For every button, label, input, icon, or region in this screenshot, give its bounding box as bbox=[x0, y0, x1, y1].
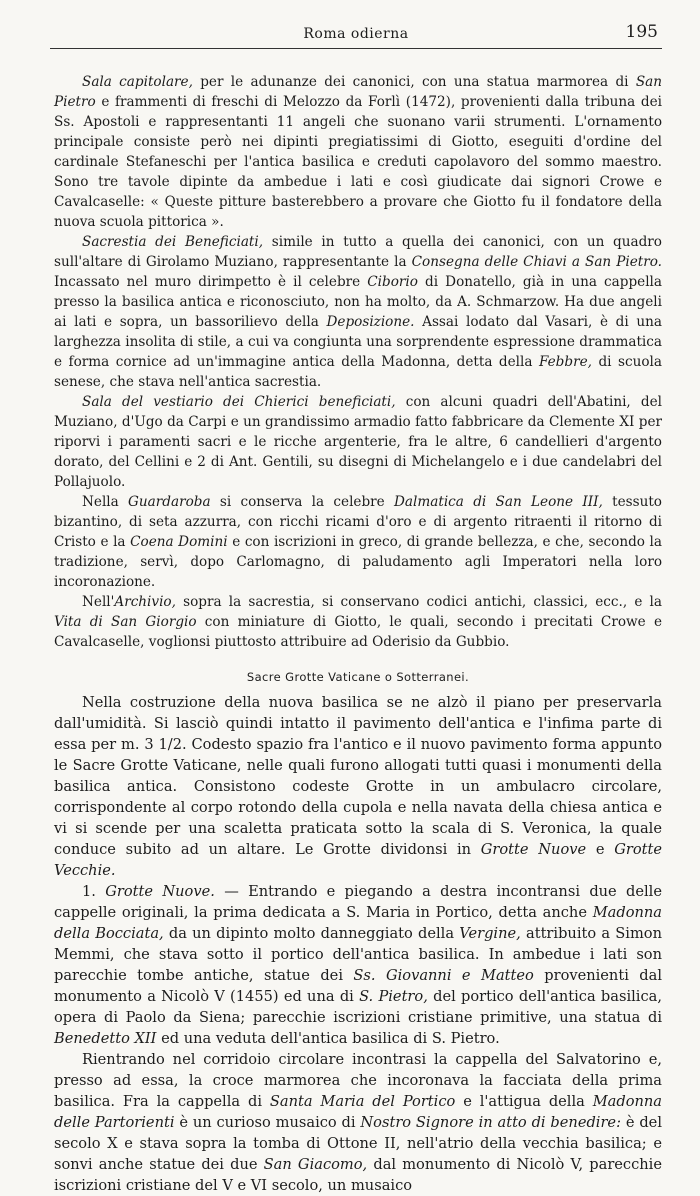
paragraph-grotte-intro: Nella costruzione della nuova basilica se ne alzò il piano per preservarla dall'umidità. Si lasciò quindi intatto il pavimento dell'antica e l'infima parte di essa per m. 3 1/2. Codesto spazio fra l'antico e il nuovo pavimento forma appunto le Sacre Grotte Vaticane, nelle quali furono allogati tutti quasi i monumenti della basilica antica. Consistono codeste Grotte in un ambulacro circolare, corrispondente al corpo rotondo della cupola e nella navata della chiesa antica e vi si scende per una scaletta praticata sotto la scala di S. Veronica, la quale conduce subito ad un altare. Le Grotte dividonsi in Grotte Nuove e Grotte Vecchie. bbox=[54, 694, 662, 879]
page-number: 195 bbox=[625, 22, 658, 42]
fraction: 1/2 bbox=[158, 736, 182, 753]
section-sacristy-rooms bbox=[54, 72, 662, 652]
section-heading: Sacre Grotte Vaticane o Sotterranei. bbox=[246, 670, 470, 684]
paragraph-guardaroba: Nella Guardaroba si conserva la celebre Dalmatica di San Leone III, tessuto bizantino, di seta azzurra, con ricchi ricami d'oro e di argento ritraenti il ritorno di Cristo e la Coena Domini e con iscrizioni in greco, di grande bellezza, e che, secondo la tradizione, servì, dopo Carlomagno, di paludamento agli Imperatori nella loro incoronazione. bbox=[54, 494, 662, 590]
paragraph-sala-capitolare: Sala capitolare, per le adunanze dei canonici, con una statua marmorea di San Pietro e frammenti di freschi di Melozzo da Forlì (1472), provenienti dalla tribuna dei Ss. Apostoli e rappresentanti 11 angeli che suonano varii strumenti. L'ornamento principale consiste però nei dipinti pregiatissimi di Giotto, eseguiti d'ordine del cardinale Stefaneschi per l'antica basilica e creduti capolavoro del sommo maestro. Sono tre tavole dipinte da ambedue i lati e così giudicate dai signori Crowe e Cavalcaselle: « Queste pitture basterebbero a provare che Giotto fu il fondatore della nuova scuola pittorica ». bbox=[54, 74, 663, 230]
header-rule bbox=[50, 48, 662, 49]
paragraph-archivio: Nell'Archivio, sopra la sacrestia, si conservano codici antichi, classici, ecc., e la Vita di San Giorgio con miniature di Giotto, le quali, secondo i precitati Crowe e Cavalcaselle, voglionsi piuttosto attribuire ad Oderisio da Gubbio. bbox=[54, 594, 662, 650]
paragraph-corridoio-circolare: Rientrando nel corridoio circolare incontrasi la cappella del Salvatorino e, presso ad essa, la croce marmorea che incoronava la facciata della prima basilica. Fra la cappella di Santa Maria del Portico e l'attigua della Madonna delle Partorienti è un curioso musaico di Nostro Signore in atto di benedire: è del secolo X e stava sopra la tomba di Ottone II, nell'atrio della vecchia basilica; e sonvi anche statue dei due San Giacomo, dal monumento di Nicolò V, parecchie iscrizioni cristiane del V e VI secolo, un musaico bbox=[54, 1051, 662, 1194]
paragraph-grotte-nuove: 1. Grotte Nuove. — Entrando e piegando a destra incontransi due delle cappelle originali, la prima dedicata a S. Maria in Portico, detta anche Madonna della Bocciata, da un dipinto molto danneggiato della Vergine, attribuito a Simon Memmi, che stava sotto il portico dell'antica basilica. In ambedue i lati son parecchie tombe antiche, statue dei Ss. Giovanni e Matteo provenienti dal monumento a Nicolò V (1455) ed una di S. Pietro, del portico dell'antica basilica, opera di Paolo da Siena; parecchie iscrizioni cristiane primitive, una statua di Benedetto XII ed una veduta dell'antica basilica di S. Pietro. bbox=[54, 883, 663, 1047]
paragraph-sala-vestiario: Sala del vestiario dei Chierici beneficiati, con alcuni quadri dell'Abatini, del Muziano, d'Ugo da Carpi e un grandissimo armadio fatto fabbricare da Clemente XI per riporvi i paramenti sacri e le ricche argenterie, fra le altre, 6 candellieri d'argento dorato, del Cellini e 2 di Ant. Gentili, su disegni di Michelangelo e i due candelabri del Pollajuolo. bbox=[54, 394, 662, 490]
section-grotte-vaticane bbox=[54, 670, 662, 1196]
paragraph-sacrestia-beneficiati: Sacrestia dei Beneficiati, simile in tutto a quella dei canonici, con un quadro sull'altare di Girolamo Muziano, rappresentante la Consegna delle Chiavi a San Pietro. Incassato nel muro dirimpetto è il celebre Ciborio di Donatello, già in una cappella presso la basilica antica e riconosciuto, non ha molto, da A. Schmarzow. Ha due angeli ai lati e sopra, un bassorilievo della Deposizione. Assai lodato dal Vasari, è di una larghezza insolita di stile, a cui va congiunta una sorprendente espressione drammatica e forma cornice ad un'immagine antica della Madonna, detta della Febbre, di scuola senese, che stava nell'antica sacrestia. bbox=[54, 234, 662, 390]
running-title: Roma odierna bbox=[303, 26, 409, 42]
page-body bbox=[54, 72, 662, 1196]
running-header bbox=[50, 22, 662, 44]
